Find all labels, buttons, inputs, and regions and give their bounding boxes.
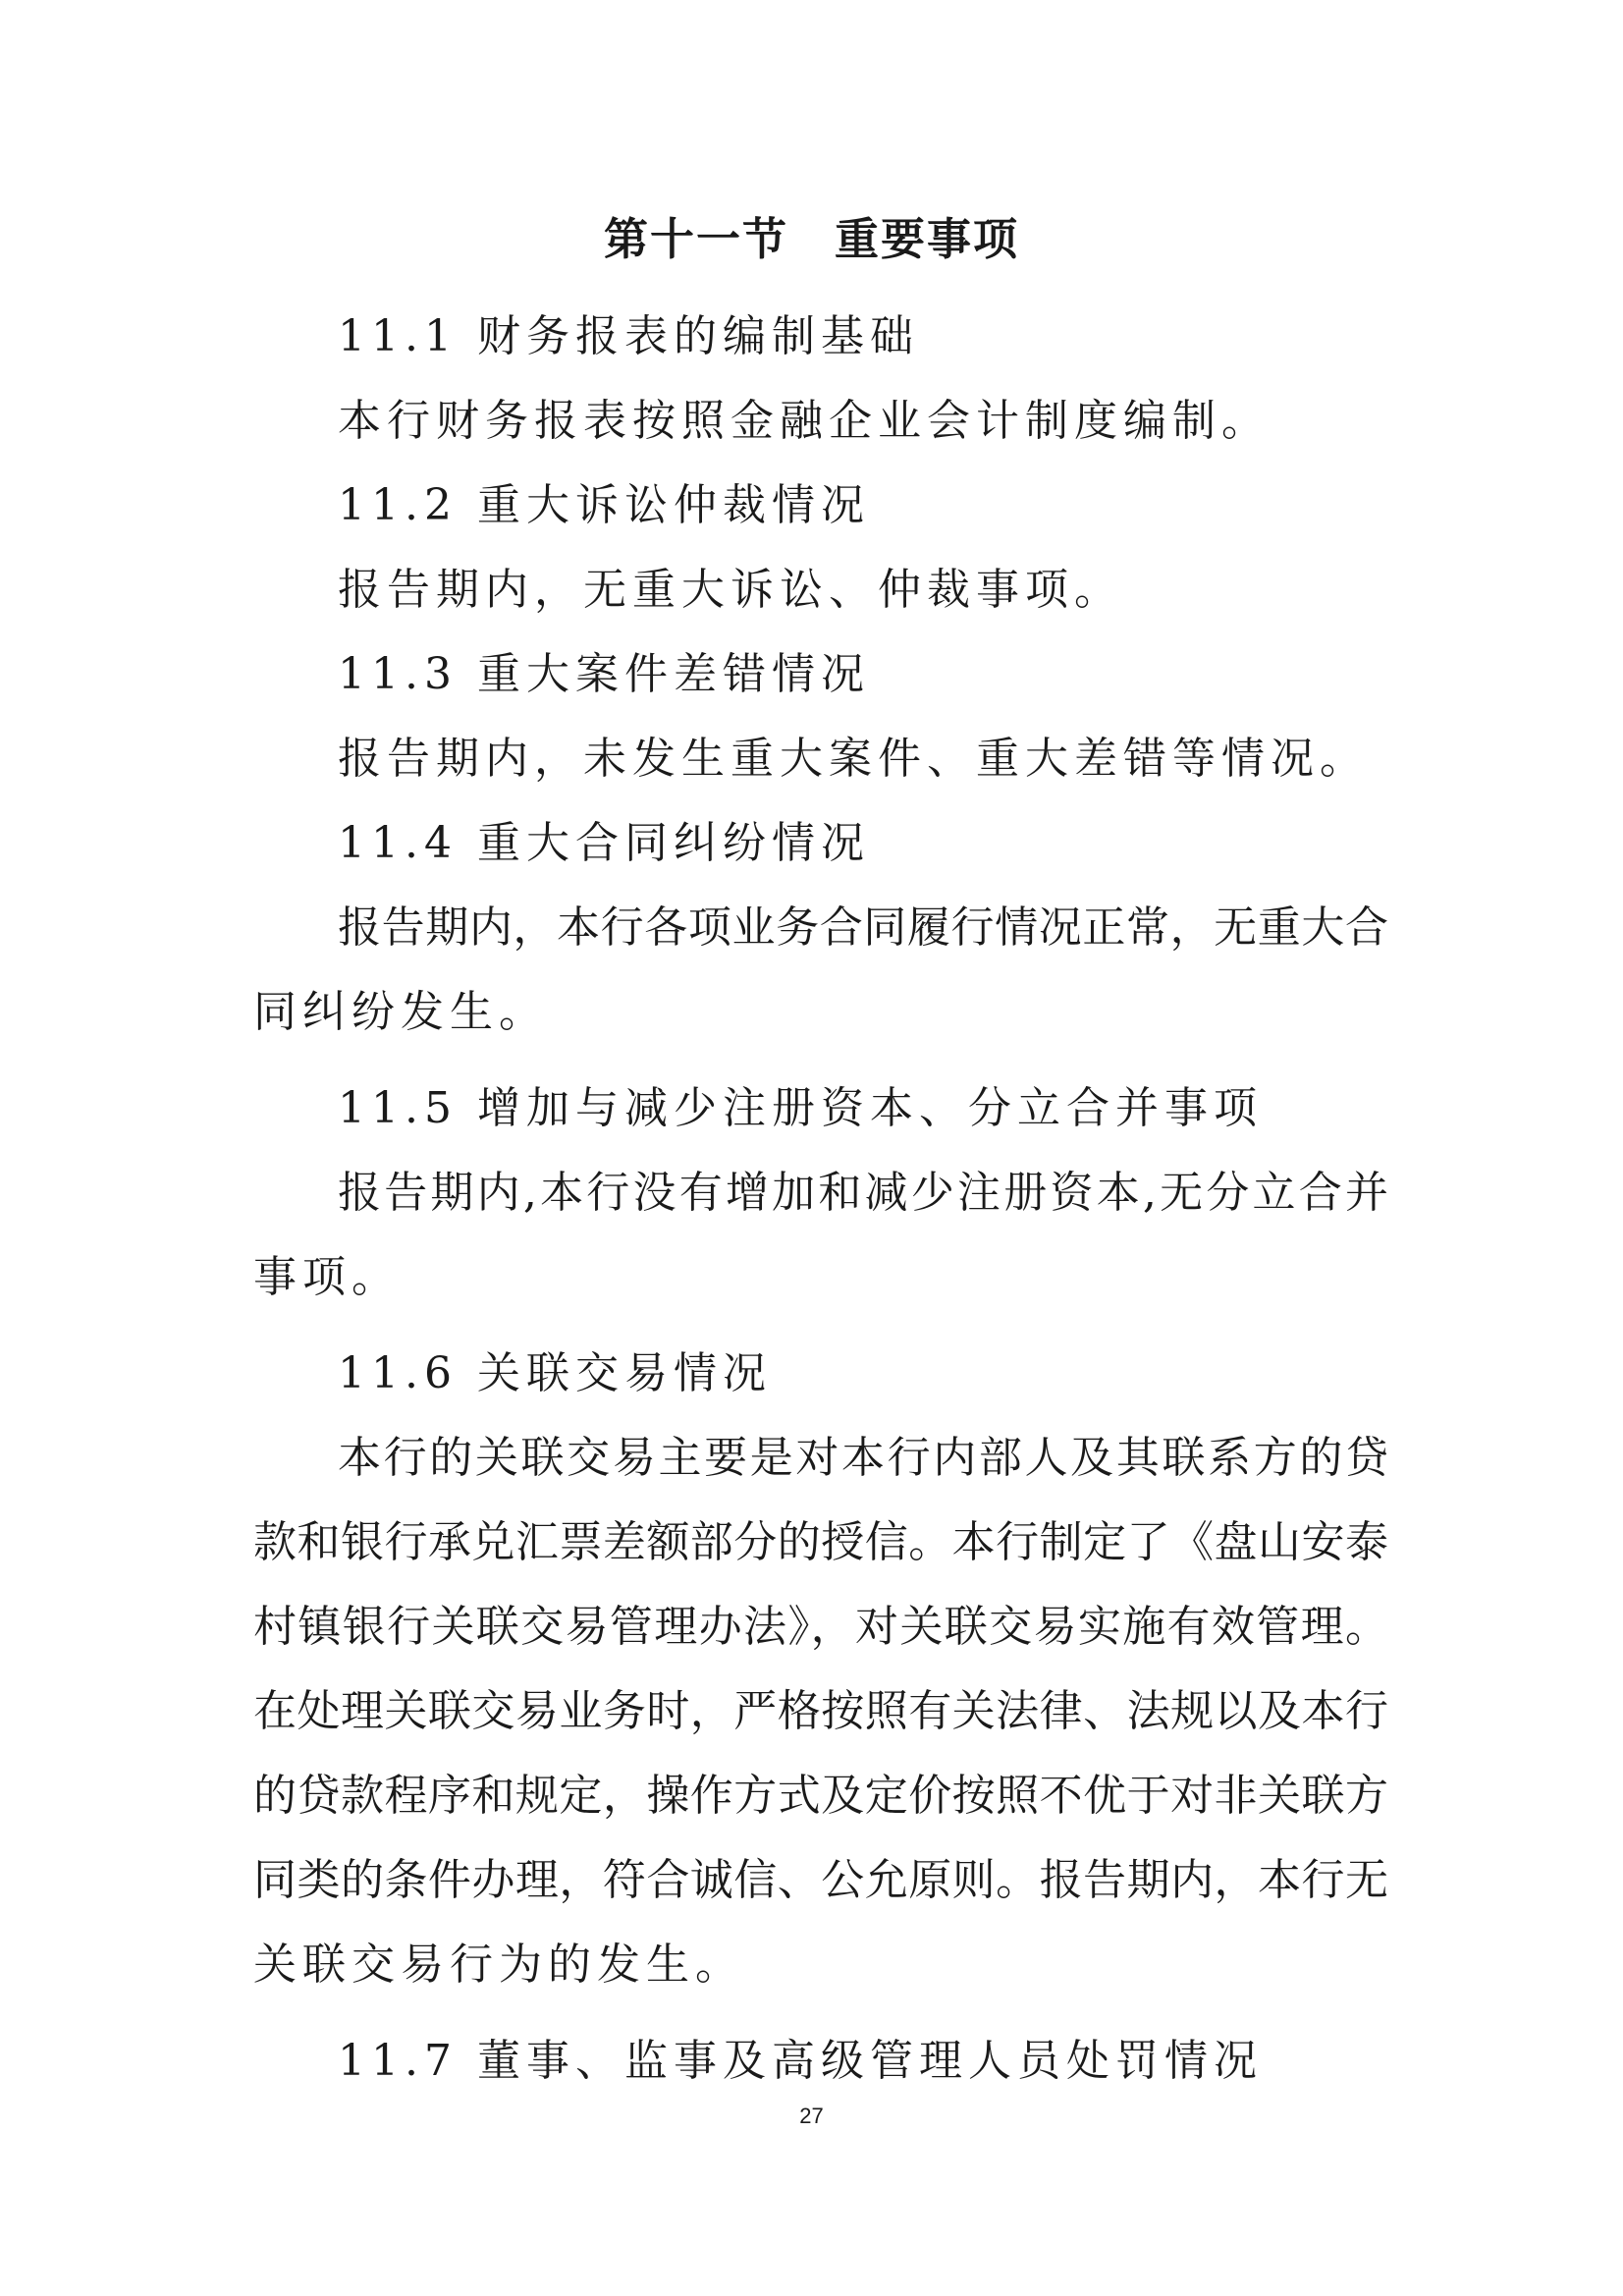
paragraph-line: 报告期内，未发生重大案件、重大差错等情况。 bbox=[338, 734, 1369, 784]
paragraph-line: 报告期内，无重大诉讼、仲裁事项。 bbox=[338, 565, 1123, 615]
section-title: 第十一节 重要事项 bbox=[603, 213, 1019, 265]
heading-11-7: 11.7 董事、监事及高级管理人员处罚情况 bbox=[338, 2036, 1263, 2086]
paragraph-line: 同纠纷发生。 bbox=[253, 987, 548, 1037]
paragraph-line: 本行财务报表按照金融企业会计制度编制。 bbox=[338, 396, 1271, 446]
page-number: 27 bbox=[799, 2104, 824, 2128]
document-body bbox=[253, 295, 1388, 2104]
heading-11-2: 11.2 重大诉讼仲裁情况 bbox=[338, 480, 870, 530]
heading-11-6: 11.6 关联交易情况 bbox=[338, 1348, 772, 1398]
paragraph-line: 同类的条件办理，符合诚信、公允原则。报告期内，本行无 bbox=[253, 1855, 1388, 1905]
paragraph-line: 报告期内，本行各项业务合同履行情况正常，无重大合 bbox=[338, 902, 1388, 953]
paragraph-line: 关联交易行为的发生。 bbox=[253, 1940, 744, 1990]
paragraph-line: 本行的关联交易主要是对本行内部人及其联系方的贷 bbox=[338, 1433, 1388, 1483]
paragraph-line: 在处理关联交易业务时，严格按照有关法律、法规以及本行 bbox=[253, 1686, 1388, 1736]
heading-11-4: 11.4 重大合同纠纷情况 bbox=[338, 818, 870, 868]
paragraph-line: 村镇银行关联交易管理办法》，对关联交易实施有效管理。 bbox=[253, 1602, 1388, 1652]
heading-11-5: 11.5 增加与减少注册资本、分立合并事项 bbox=[338, 1083, 1263, 1133]
paragraph-line: 事项。 bbox=[253, 1252, 401, 1302]
paragraph-line: 款和银行承兑汇票差额部分的授信。本行制定了《盘山安泰 bbox=[253, 1517, 1388, 1567]
heading-11-1: 11.1 财务报表的编制基础 bbox=[338, 311, 919, 361]
heading-11-3: 11.3 重大案件差错情况 bbox=[338, 649, 870, 699]
paragraph-line: 报告期内,本行没有增加和减少注册资本,无分立合并 bbox=[338, 1168, 1388, 1218]
paragraph-line: 的贷款程序和规定，操作方式及定价按照不优于对非关联方 bbox=[253, 1771, 1388, 1821]
